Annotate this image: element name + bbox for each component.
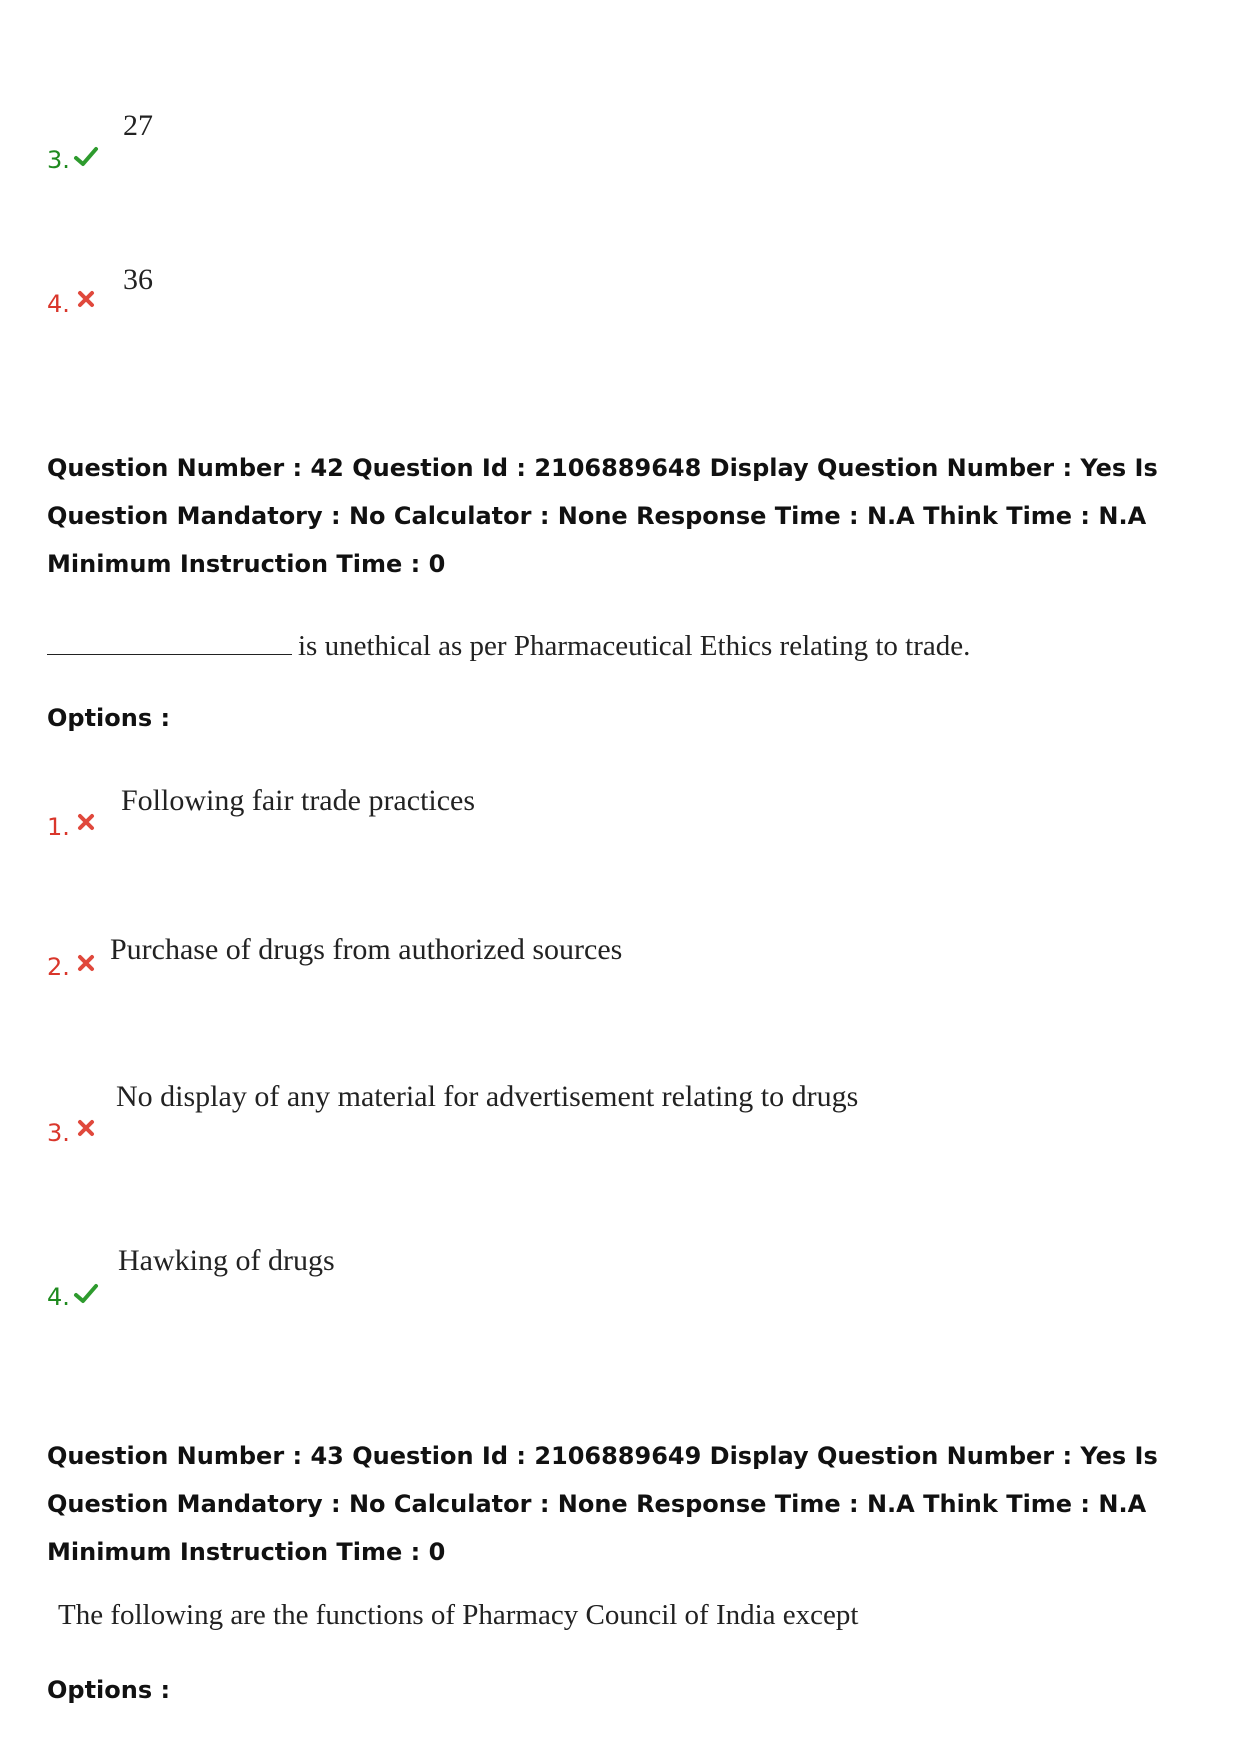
options-label: Options : [47, 1676, 171, 1704]
option-number: 4. [47, 290, 70, 318]
option-number: 1. [47, 813, 70, 841]
question-text: is unethical as per Pharmaceutical Ethics relating to trade. [298, 630, 971, 662]
option-text: 27 [123, 109, 153, 142]
option-text: Following fair trade practices [121, 784, 476, 817]
option-text: Purchase of drugs from authorized sources [110, 933, 623, 966]
option-number: 3. [47, 1119, 70, 1147]
cross-icon [77, 813, 95, 831]
check-icon [73, 144, 99, 170]
option-text: No display of any material for advertisement relating to drugs [116, 1080, 859, 1113]
cross-icon [77, 290, 95, 308]
option-number: 2. [47, 953, 70, 981]
question-meta: Question Number : 43 Question Id : 2106889649 Display Question Number : Yes Is Question Mandatory : No Calculator : None Response Time : N.A Think Time : N.A Minimum Instruction Time : 0 [47, 1442, 1158, 1566]
option-text: 36 [123, 263, 153, 296]
option-text: Hawking of drugs [118, 1244, 335, 1277]
check-icon [73, 1281, 99, 1307]
question-text: The following are the functions of Pharmacy Council of India except [58, 1599, 859, 1631]
question-meta: Question Number : 42 Question Id : 2106889648 Display Question Number : Yes Is Question Mandatory : No Calculator : None Response Time : N.A Think Time : N.A Minimum Instruction Time : 0 [47, 454, 1158, 578]
answer-blank [47, 630, 292, 655]
option-number: 4. [47, 1283, 70, 1311]
options-label: Options : [47, 704, 171, 732]
option-number: 3. [47, 146, 70, 174]
question-text-row [47, 628, 970, 664]
cross-icon [77, 1119, 95, 1137]
cross-icon [77, 954, 95, 972]
